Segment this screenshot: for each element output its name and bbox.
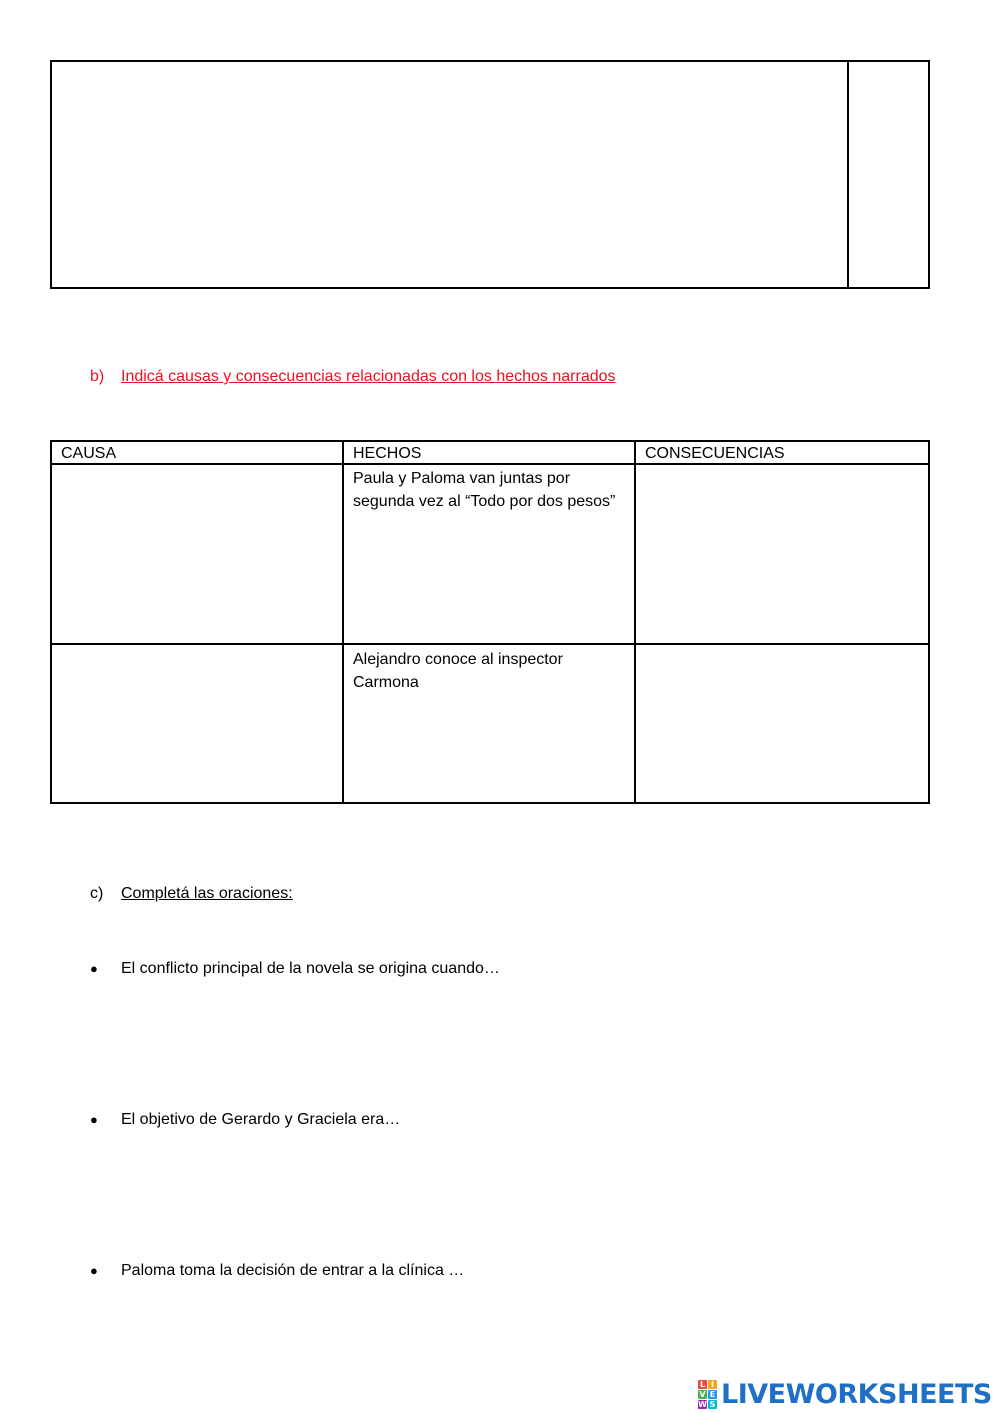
sentence-item: [90, 1110, 400, 1130]
sentence-text: El objetivo de Gerardo y Graciela era…: [121, 1111, 401, 1128]
cell-consecuencias-2[interactable]: [635, 644, 929, 803]
cell-hechos-1: Paula y Paloma van juntas por segunda vez al “Todo por dos pesos”: [343, 464, 635, 644]
cell-causa-1[interactable]: [51, 464, 343, 644]
table-row: [51, 464, 929, 644]
logo-tile: V: [699, 1389, 706, 1399]
logo-tile: W: [698, 1399, 707, 1409]
section-c-instruction: Completá las oraciones:: [121, 885, 293, 902]
bullet-icon: ●: [90, 1263, 98, 1278]
logo-tile: E: [709, 1389, 716, 1399]
sentence-item: [90, 959, 500, 979]
logo-mark-icon: [698, 1380, 717, 1409]
liveworksheets-logo: [698, 1378, 992, 1410]
sentence-text: El conflicto principal de la novela se origina cuando…: [121, 960, 500, 977]
bullet-icon: ●: [90, 961, 98, 976]
cell-hechos-2: Alejandro conoce al inspector Carmona: [343, 644, 635, 803]
header-hechos: HECHOS: [343, 441, 635, 464]
cause-consequence-table: [50, 440, 930, 804]
table-row: [51, 644, 929, 803]
answer-box-divider: [847, 62, 849, 287]
logo-tile: S: [709, 1399, 716, 1409]
table-header-row: [51, 441, 929, 464]
sentence-item: [90, 1261, 464, 1281]
section-c-heading: [90, 884, 293, 904]
cell-consecuencias-1[interactable]: [635, 464, 929, 644]
header-causa: CAUSA: [51, 441, 343, 464]
sentence-text: Paloma toma la decisión de entrar a la clínica …: [121, 1262, 465, 1279]
logo-tile: I: [708, 1380, 717, 1389]
header-consecuencias: CONSECUENCIAS: [635, 441, 929, 464]
section-b-heading: [90, 367, 616, 387]
answer-box[interactable]: [50, 60, 930, 289]
section-c-letter: c): [90, 885, 104, 902]
bullet-icon: ●: [90, 1112, 98, 1127]
section-b-letter: b): [90, 368, 105, 385]
cell-causa-2[interactable]: [51, 644, 343, 803]
logo-tile: L: [699, 1379, 706, 1389]
logo-text: LIVEWORKSHEETS: [721, 1378, 992, 1410]
section-b-instruction: Indicá causas y consecuencias relacionadas con los hechos narrados: [121, 368, 616, 385]
